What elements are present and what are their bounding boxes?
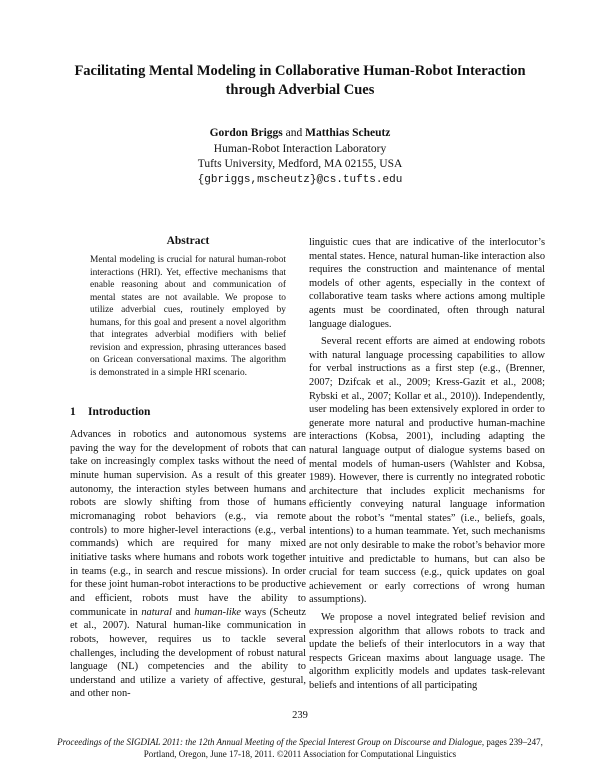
- left-column-body: [70, 428, 306, 701]
- footer-line-1: [36, 737, 564, 749]
- paper-title: [60, 62, 540, 100]
- affiliation: Tufts University, Medford, MA 02155, USA: [197, 158, 403, 170]
- paragraph: Several recent efforts are aimed at endowing robots with natural language processing capabilities to allow for verbal instructions as a first step (e.g., (Brenner, 2007; Dzifcak et al., 2009; Kress-Gazit et al., 2008; Rybski et al., 2007; Kollar et al., 2010)). Independently, user modeling has been extensively explored in order to generate more natural and productive human-machine interactions (Kobsa, 2001), including adapting the natural language output of dialogue systems based on mental models of human-users (Wahlster and Kobsa, 1989). However, there is currently no integrated robotic architecture that includes explicit mechanisms for efficiently conveying natural language information about the robot’s “mental states” (i.e., beliefs, goals, intentions) to a human teammate. Yet, such mechanisms are not only desirable to make the robot’s behavior more intuitive and predictable to humans, but can also be crucial for team success (e.g., quick updates on goal achievement or early corrections of wrong human assumptions).: [309, 336, 545, 606]
- author-1: Gordon Briggs: [209, 127, 283, 139]
- email: {gbriggs,mscheutz}@cs.tufts.edu: [197, 173, 403, 186]
- paragraph-continuation: linguistic cues that are indicative of the interlocutor’s mental states. Hence, natural human-like interaction also requires the construction and maintenance of mental models of other agents, especially in the context of collaborative team tasks where actions among multiple agents must be coordinated, often through natural language dialogues.: [309, 237, 546, 330]
- title-line-2: through Adverbial Cues: [225, 82, 375, 98]
- section-title: Introduction: [88, 406, 151, 418]
- footer: [36, 737, 564, 760]
- author-conjunction: and: [285, 127, 303, 139]
- author-names: [100, 126, 500, 142]
- venue: Proceedings of the SIGDIAL 2011: the 12th Annual Meeting of the Special Interest Group on Discourse and Dialogue: [57, 737, 482, 747]
- emphasis: natural: [141, 606, 172, 618]
- right-column-body: [309, 236, 545, 693]
- author-2: Matthias Scheutz: [305, 127, 391, 139]
- text-run: and: [175, 606, 191, 618]
- text-run: ways (Scheutz et al., 2007). Natural human-like communication in robots, however, requires us to tackle several challenges, including the development of robust natural language (NL) competencies and the ability to understand and utilize a variety of affective, gestural, and other non-: [70, 606, 306, 700]
- title-line-1: Facilitating Mental Modeling in Collaborative Human-Robot Interaction: [74, 63, 526, 79]
- page-number: 239: [292, 710, 308, 721]
- emphasis: human-like: [194, 606, 241, 618]
- paragraph: [70, 428, 306, 701]
- lab-name: Human-Robot Interaction Laboratory: [213, 142, 387, 155]
- abstract-heading: Abstract: [166, 235, 210, 247]
- text-run: Advances in robotics and autonomous systems are paving the way for the development of robots that can take on increasingly complex tasks without the need of minute human supervision. As a result of this greater autonomy, the interaction styles between humans and robots are slowly shifting from those of humans micromanaging robot behaviors (e.g., via remote controls) to more higher-level interactions (e.g., verbal commands) which are required for many mixed initiative tasks where humans and robots work together in teams (e.g., in search and rescue missions). In order for these joint human-robot interactions to be productive and efficient, robots must have the ability to communicate in: [70, 429, 306, 618]
- footer-line-2: Portland, Oregon, June 17-18, 2011. ©2011 Association for Computational Linguistics: [143, 748, 457, 759]
- pages: , pages 239–247,: [481, 737, 543, 747]
- section-heading: [70, 406, 150, 418]
- author-block: [100, 126, 500, 188]
- paragraph: We propose a novel integrated belief revision and expression algorithm that allows robots to track and update the beliefs of their interlocutors in a way that respects Gricean maxims about language usage. The algorithm explicitly models and updates task-relevant beliefs and intentions of all participating: [309, 612, 545, 691]
- section-number: 1: [70, 406, 76, 418]
- abstract-text: Mental modeling is crucial for natural human-robot interactions (HRI). Yet, effective mechanisms that enable reasoning about and communication of mental states are not available. We propose to utilize adverbial cues, routinely employed by humans, for this goal and present a novel algorithm that integrates adverbial modifiers with belief revision and expression, phrasing utterances based on Gricean conversational maxims. The algorithm is demonstrated in a simple HRI scenario.: [90, 255, 286, 378]
